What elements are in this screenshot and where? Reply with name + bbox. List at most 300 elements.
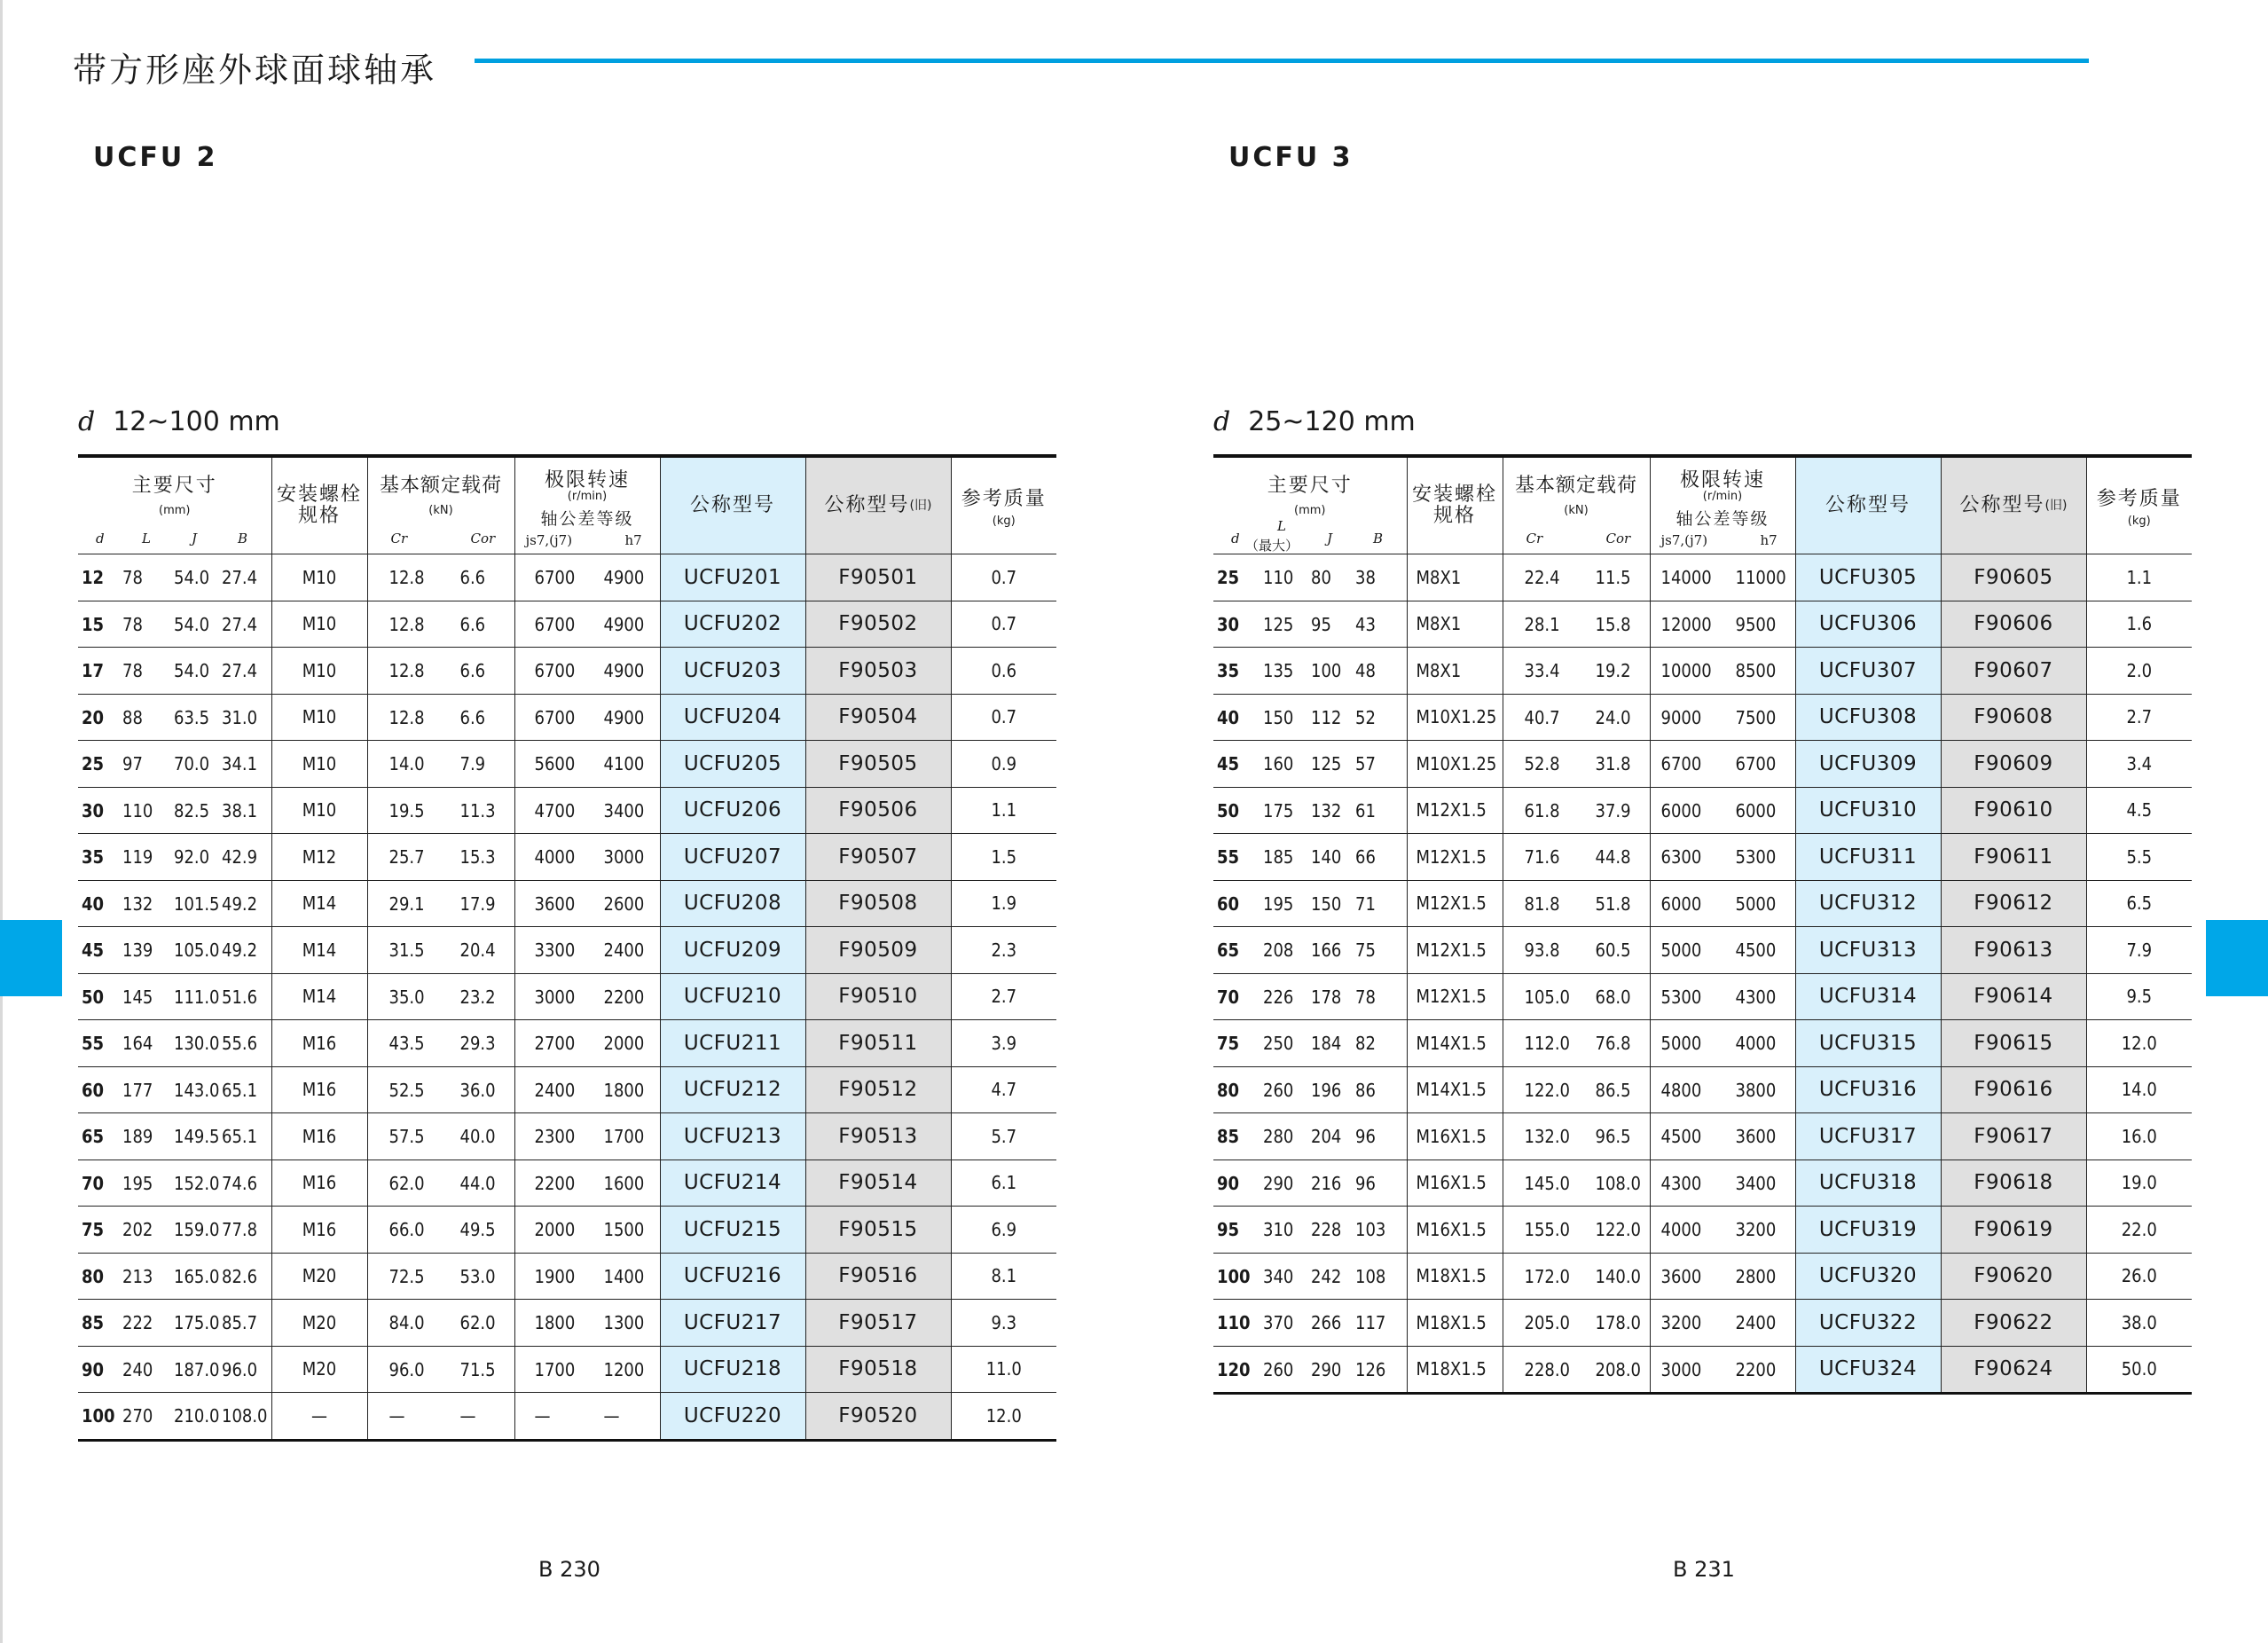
l-value: 135 (1263, 660, 1294, 682)
speed-h7-value: 4900 (603, 706, 645, 728)
mass-cell: 8.1 (951, 1253, 1056, 1300)
load-cell (1503, 1253, 1650, 1300)
l-value: 195 (1263, 892, 1294, 915)
cor-value: 49.5 (459, 1219, 496, 1241)
table-row (78, 1066, 1056, 1113)
cr-value: 62.0 (388, 1172, 425, 1194)
b-value: 96 (1355, 1126, 1376, 1148)
table-row (78, 694, 1056, 741)
table-row (1213, 1207, 2192, 1254)
l-value: 280 (1263, 1126, 1294, 1148)
speed-js7-value: 2200 (534, 1172, 576, 1194)
b-value: 65.1 (222, 1126, 258, 1148)
cr-value: 28.1 (1524, 613, 1560, 635)
table-row (78, 787, 1056, 834)
page-spine (0, 0, 3, 1643)
model-cell: UCFU213 (660, 1113, 805, 1160)
bolt-cell: M10 (271, 554, 367, 601)
range-value: 12~100 mm (113, 406, 280, 437)
d-value: 95 (1217, 1219, 1240, 1241)
dims-cell (78, 601, 271, 648)
model-cell: UCFU205 (660, 741, 805, 788)
mass-cell: 1.5 (951, 834, 1056, 881)
old-model-cell: F90613 (1941, 927, 2086, 974)
mass-cell: 9.3 (951, 1300, 1056, 1347)
cr-value: 14.0 (388, 753, 425, 775)
bolt-cell: M16 (271, 1020, 367, 1067)
old-model-cell: F90505 (805, 741, 951, 788)
l-value: 185 (1263, 846, 1294, 869)
d-value: 25 (1217, 567, 1240, 589)
bolt-cell: M10 (271, 694, 367, 741)
j-value: 130.0 (174, 1033, 220, 1055)
old-model-cell: F90502 (805, 601, 951, 648)
bolt-cell: M10X1.25 (1407, 741, 1503, 788)
table-row (78, 1393, 1056, 1441)
table-row (78, 1113, 1056, 1160)
model-cell: UCFU217 (660, 1300, 805, 1347)
mass-cell: 0.6 (951, 648, 1056, 695)
dims-cell (78, 1020, 271, 1067)
page-title: 带方形座外球面球轴承 (73, 51, 437, 90)
speed-h7-value: 1300 (603, 1312, 645, 1334)
l-value: 370 (1263, 1312, 1294, 1334)
cor-value: 6.6 (459, 567, 486, 589)
speed-cell (1650, 1160, 1795, 1207)
load-cell (1503, 927, 1650, 974)
speed-h7-value: 4900 (603, 660, 645, 682)
table-row (1213, 1253, 2192, 1300)
speed-cell (1650, 1113, 1795, 1160)
speed-cell (514, 1020, 660, 1067)
cor-value: 53.0 (459, 1265, 496, 1287)
model-cell: UCFU220 (660, 1393, 805, 1441)
model-cell: UCFU308 (1795, 694, 1941, 741)
load-cell (367, 787, 514, 834)
cor-value: 40.0 (459, 1126, 496, 1148)
cor-value: 96.5 (1595, 1126, 1631, 1148)
speed-h7-value: 1600 (603, 1172, 645, 1194)
mass-cell: 26.0 (2086, 1253, 2192, 1300)
cr-value: 93.8 (1524, 939, 1560, 962)
mass-cell: 9.5 (2086, 973, 2192, 1020)
model-cell: UCFU309 (1795, 741, 1941, 788)
j-value: 166 (1311, 939, 1342, 962)
speed-js7-value: 2400 (534, 1079, 576, 1101)
b-value: 38 (1355, 567, 1376, 589)
load-cell (1503, 554, 1650, 601)
bolt-cell: M16X1.5 (1407, 1113, 1503, 1160)
speed-cell (514, 1253, 660, 1300)
j-value: 165.0 (174, 1265, 220, 1287)
j-value: 111.0 (174, 986, 220, 1008)
old-model-cell: F90515 (805, 1207, 951, 1254)
j-value: 150 (1311, 892, 1342, 915)
speed-cell (514, 973, 660, 1020)
model-cell: UCFU202 (660, 601, 805, 648)
cor-value: 17.9 (459, 892, 496, 915)
b-value: 86 (1355, 1079, 1376, 1101)
mass-cell: 5.5 (2086, 834, 2192, 881)
header-mass: 参考质量 (kg) (2086, 456, 2192, 554)
dims-cell (1213, 927, 1407, 974)
series-title-right: UCFU 3 (1228, 142, 1354, 173)
bolt-cell: M16 (271, 1066, 367, 1113)
cr-value: 132.0 (1524, 1126, 1570, 1148)
speed-js7-value: 5000 (1660, 1033, 1702, 1055)
cr-value: 52.5 (388, 1079, 425, 1101)
d-value: 20 (82, 706, 105, 728)
mass-cell: 14.0 (2086, 1066, 2192, 1113)
speed-cell (514, 1207, 660, 1254)
old-model-cell: F90513 (805, 1113, 951, 1160)
dims-cell (1213, 787, 1407, 834)
cr-value: 96.0 (388, 1358, 425, 1380)
mass-cell: 6.1 (951, 1160, 1056, 1207)
d-value: 70 (1217, 986, 1240, 1008)
speed-js7-value: 4300 (1660, 1172, 1702, 1194)
cr-value: 12.8 (388, 660, 425, 682)
j-value: 70.0 (174, 753, 210, 775)
load-cell (367, 741, 514, 788)
bolt-cell: M16 (271, 1113, 367, 1160)
table-row (1213, 834, 2192, 881)
table-row (78, 927, 1056, 974)
dims-cell (78, 648, 271, 695)
old-model-cell: F90503 (805, 648, 951, 695)
j-value: 82.5 (174, 799, 210, 822)
d-value: 35 (1217, 660, 1240, 682)
load-cell (1503, 1207, 1650, 1254)
b-value: 61 (1355, 799, 1376, 822)
speed-cell (1650, 927, 1795, 974)
model-cell: UCFU312 (1795, 880, 1941, 927)
j-value: 204 (1311, 1126, 1342, 1148)
cor-value: 15.3 (459, 846, 496, 869)
b-value: 48 (1355, 660, 1376, 682)
cor-value: 11.5 (1595, 567, 1631, 589)
speed-cell (1650, 1020, 1795, 1067)
d-value: 55 (1217, 846, 1240, 869)
speed-h7-value: 1400 (603, 1265, 645, 1287)
speed-js7-value: 10000 (1660, 660, 1712, 682)
header-mount-bolt: 安装螺栓 规格 (1407, 456, 1503, 554)
speed-h7-value: — (603, 1405, 620, 1427)
table-row (78, 1160, 1056, 1207)
cor-value: 23.2 (459, 986, 496, 1008)
b-value: 117 (1355, 1312, 1386, 1334)
mass-cell: 1.1 (2086, 554, 2192, 601)
d-value: 90 (1217, 1172, 1240, 1194)
speed-js7-value: 6700 (534, 613, 576, 635)
dims-cell (78, 787, 271, 834)
load-cell (367, 973, 514, 1020)
speed-cell (1650, 741, 1795, 788)
speed-cell (1650, 554, 1795, 601)
old-model-cell: F90611 (1941, 834, 2086, 881)
load-cell (1503, 1020, 1650, 1067)
l-value: 119 (122, 846, 153, 869)
l-value: 150 (1263, 706, 1294, 728)
table-row (1213, 554, 2192, 601)
old-model-cell: F90506 (805, 787, 951, 834)
speed-js7-value: 5000 (1660, 939, 1702, 962)
old-model-cell: F90507 (805, 834, 951, 881)
b-value: 103 (1355, 1219, 1386, 1241)
dims-cell (1213, 648, 1407, 695)
old-model-cell: F90517 (805, 1300, 951, 1347)
table-row (78, 1346, 1056, 1393)
j-value: 54.0 (174, 613, 210, 635)
l-value: 260 (1263, 1358, 1294, 1380)
cr-value: 172.0 (1524, 1265, 1570, 1287)
mass-cell: 1.6 (2086, 601, 2192, 648)
load-cell (367, 1020, 514, 1067)
table-row (78, 1020, 1056, 1067)
dims-cell (1213, 834, 1407, 881)
b-value: 108 (1355, 1265, 1386, 1287)
speed-js7-value: 3300 (534, 939, 576, 962)
old-model-cell: F90615 (1941, 1020, 2086, 1067)
spec-table-left (78, 454, 1056, 1442)
cor-value: 31.8 (1595, 753, 1631, 775)
section-tab-right (2206, 920, 2268, 996)
load-cell (367, 648, 514, 695)
speed-cell (514, 927, 660, 974)
model-cell: UCFU209 (660, 927, 805, 974)
cr-value: 52.8 (1524, 753, 1560, 775)
j-value: 112 (1311, 706, 1342, 728)
speed-h7-value: 3800 (1735, 1079, 1777, 1101)
l-value: 97 (122, 753, 143, 775)
b-value: 43 (1355, 613, 1376, 635)
l-value: 78 (122, 567, 143, 589)
d-value: 75 (82, 1219, 105, 1241)
d-value: 60 (1217, 892, 1240, 915)
old-model-cell: F90501 (805, 554, 951, 601)
bolt-cell: M12X1.5 (1407, 787, 1503, 834)
bolt-cell: M16X1.5 (1407, 1160, 1503, 1207)
b-value: 85.7 (222, 1312, 258, 1334)
old-model-cell: F90608 (1941, 694, 2086, 741)
model-cell: UCFU216 (660, 1253, 805, 1300)
d-value: 40 (82, 892, 105, 915)
old-model-cell: F90516 (805, 1253, 951, 1300)
table-row (78, 1207, 1056, 1254)
cor-value: 60.5 (1595, 939, 1631, 962)
cor-value: 51.8 (1595, 892, 1631, 915)
model-cell: UCFU215 (660, 1207, 805, 1254)
speed-h7-value: 2400 (1735, 1312, 1777, 1334)
d-value: 85 (82, 1312, 105, 1334)
table-row (78, 1300, 1056, 1347)
d-value: 110 (1217, 1312, 1251, 1334)
cor-value: 178.0 (1595, 1312, 1641, 1334)
cor-value: 36.0 (459, 1079, 496, 1101)
bolt-cell: M16 (271, 1160, 367, 1207)
model-cell: UCFU210 (660, 973, 805, 1020)
d-value: 45 (1217, 753, 1240, 775)
j-value: 80 (1311, 567, 1331, 589)
dims-cell (1213, 1113, 1407, 1160)
header-limit-speed: 极限转速 (r/min) 轴公差等级 js7,(j7) h7 (1650, 456, 1795, 554)
mass-cell: 3.9 (951, 1020, 1056, 1067)
bolt-cell: M12X1.5 (1407, 973, 1503, 1020)
d-value: 60 (82, 1079, 105, 1101)
speed-cell (1650, 1300, 1795, 1347)
old-model-cell: F90614 (1941, 973, 2086, 1020)
speed-cell (1650, 648, 1795, 695)
dims-cell (1213, 1020, 1407, 1067)
cr-value: 12.8 (388, 613, 425, 635)
speed-js7-value: 6000 (1660, 799, 1702, 822)
dims-cell (78, 927, 271, 974)
load-cell (367, 880, 514, 927)
d-value: 120 (1217, 1358, 1251, 1380)
speed-cell (1650, 694, 1795, 741)
load-cell (367, 1253, 514, 1300)
speed-js7-value: 3600 (1660, 1265, 1702, 1287)
speed-h7-value: 1800 (603, 1079, 645, 1101)
b-value: 74.6 (222, 1172, 258, 1194)
cr-value: — (388, 1405, 405, 1427)
mass-cell: 3.4 (2086, 741, 2192, 788)
cr-value: 19.5 (388, 799, 425, 822)
speed-cell (514, 648, 660, 695)
old-model-cell: F90605 (1941, 554, 2086, 601)
j-value: 100 (1311, 660, 1342, 682)
speed-cell (1650, 834, 1795, 881)
header-limit-speed: 极限转速 (r/min) 轴公差等级 js7,(j7) h7 (514, 456, 660, 554)
speed-js7-value: 1800 (534, 1312, 576, 1334)
d-value: 100 (82, 1405, 115, 1427)
cr-value: 57.5 (388, 1126, 425, 1148)
cor-value: 19.2 (1595, 660, 1631, 682)
dims-cell (1213, 1253, 1407, 1300)
bolt-cell: M8X1 (1407, 554, 1503, 601)
speed-js7-value: 4000 (534, 846, 576, 869)
speed-cell (1650, 1253, 1795, 1300)
d-value: 15 (82, 613, 105, 635)
load-cell (367, 1346, 514, 1393)
model-cell: UCFU317 (1795, 1113, 1941, 1160)
speed-js7-value: 6700 (534, 567, 576, 589)
model-cell: UCFU307 (1795, 648, 1941, 695)
speed-h7-value: 11000 (1735, 567, 1786, 589)
dims-cell (1213, 1160, 1407, 1207)
l-value: 340 (1263, 1265, 1294, 1287)
header-model: 公称型号 (660, 456, 805, 554)
table-row (1213, 927, 2192, 974)
bolt-cell: M8X1 (1407, 601, 1503, 648)
header-main-dims: 主要尺寸 (mm) d L J B (78, 456, 271, 554)
speed-cell (514, 1393, 660, 1441)
bolt-cell: M20 (271, 1253, 367, 1300)
header-old-model: 公称型号 (旧) (805, 456, 951, 554)
b-value: 77.8 (222, 1219, 258, 1241)
j-value: 184 (1311, 1033, 1342, 1055)
d-value: 70 (82, 1172, 105, 1194)
speed-js7-value: 2700 (534, 1033, 576, 1055)
j-value: 140 (1311, 846, 1342, 869)
model-cell: UCFU206 (660, 787, 805, 834)
range-right (1213, 406, 1416, 437)
load-cell (367, 554, 514, 601)
speed-h7-value: 9500 (1735, 613, 1777, 635)
speed-js7-value: 1900 (534, 1265, 576, 1287)
mass-cell: 22.0 (2086, 1207, 2192, 1254)
speed-cell (514, 1300, 660, 1347)
cor-value: 68.0 (1595, 986, 1631, 1008)
j-value: 175.0 (174, 1312, 220, 1334)
b-value: 27.4 (222, 660, 258, 682)
header-model: 公称型号 (1795, 456, 1941, 554)
model-cell: UCFU320 (1795, 1253, 1941, 1300)
j-value: 63.5 (174, 706, 210, 728)
table-row (1213, 1066, 2192, 1113)
mass-cell: 50.0 (2086, 1346, 2192, 1394)
l-value: 125 (1263, 613, 1294, 635)
l-value: 139 (122, 939, 153, 962)
b-value: 108.0 (222, 1405, 268, 1427)
l-value: 189 (122, 1126, 153, 1148)
speed-js7-value: 1700 (534, 1358, 576, 1380)
mass-cell: 0.7 (951, 554, 1056, 601)
cor-value: 140.0 (1595, 1265, 1641, 1287)
l-value: 202 (122, 1219, 153, 1241)
j-value: 266 (1311, 1312, 1342, 1334)
cr-value: 40.7 (1524, 706, 1560, 728)
speed-h7-value: 8500 (1735, 660, 1777, 682)
cr-value: 61.8 (1524, 799, 1560, 822)
old-model-cell: F90622 (1941, 1300, 2086, 1347)
d-value: 65 (82, 1126, 105, 1148)
mass-cell: 12.0 (2086, 1020, 2192, 1067)
cor-value: 108.0 (1595, 1172, 1641, 1194)
b-value: 126 (1355, 1358, 1386, 1380)
d-value: 40 (1217, 706, 1240, 728)
mass-cell: 2.0 (2086, 648, 2192, 695)
j-value: 187.0 (174, 1358, 220, 1380)
load-cell (1503, 1300, 1650, 1347)
mass-cell: 0.9 (951, 741, 1056, 788)
dims-cell (78, 741, 271, 788)
table-row (1213, 880, 2192, 927)
j-value: 95 (1311, 613, 1331, 635)
old-model-cell: F90607 (1941, 648, 2086, 695)
j-value: 159.0 (174, 1219, 220, 1241)
dims-cell (78, 1393, 271, 1441)
cor-value: 208.0 (1595, 1358, 1641, 1380)
table-row (1213, 1346, 2192, 1394)
d-value: 50 (1217, 799, 1240, 822)
b-value: 51.6 (222, 986, 258, 1008)
old-model-cell: F90511 (805, 1020, 951, 1067)
cr-value: 81.8 (1524, 892, 1560, 915)
range-symbol: d (1213, 406, 1231, 437)
cor-value: 11.3 (459, 799, 496, 822)
speed-h7-value: 2600 (603, 892, 645, 915)
table-row (1213, 1300, 2192, 1347)
cor-value: 62.0 (459, 1312, 496, 1334)
j-value: 290 (1311, 1358, 1342, 1380)
d-value: 85 (1217, 1126, 1240, 1148)
bolt-cell: M10 (271, 741, 367, 788)
load-cell (367, 1393, 514, 1441)
b-value: 75 (1355, 939, 1376, 962)
cr-value: 12.8 (388, 567, 425, 589)
speed-h7-value: 3000 (603, 846, 645, 869)
